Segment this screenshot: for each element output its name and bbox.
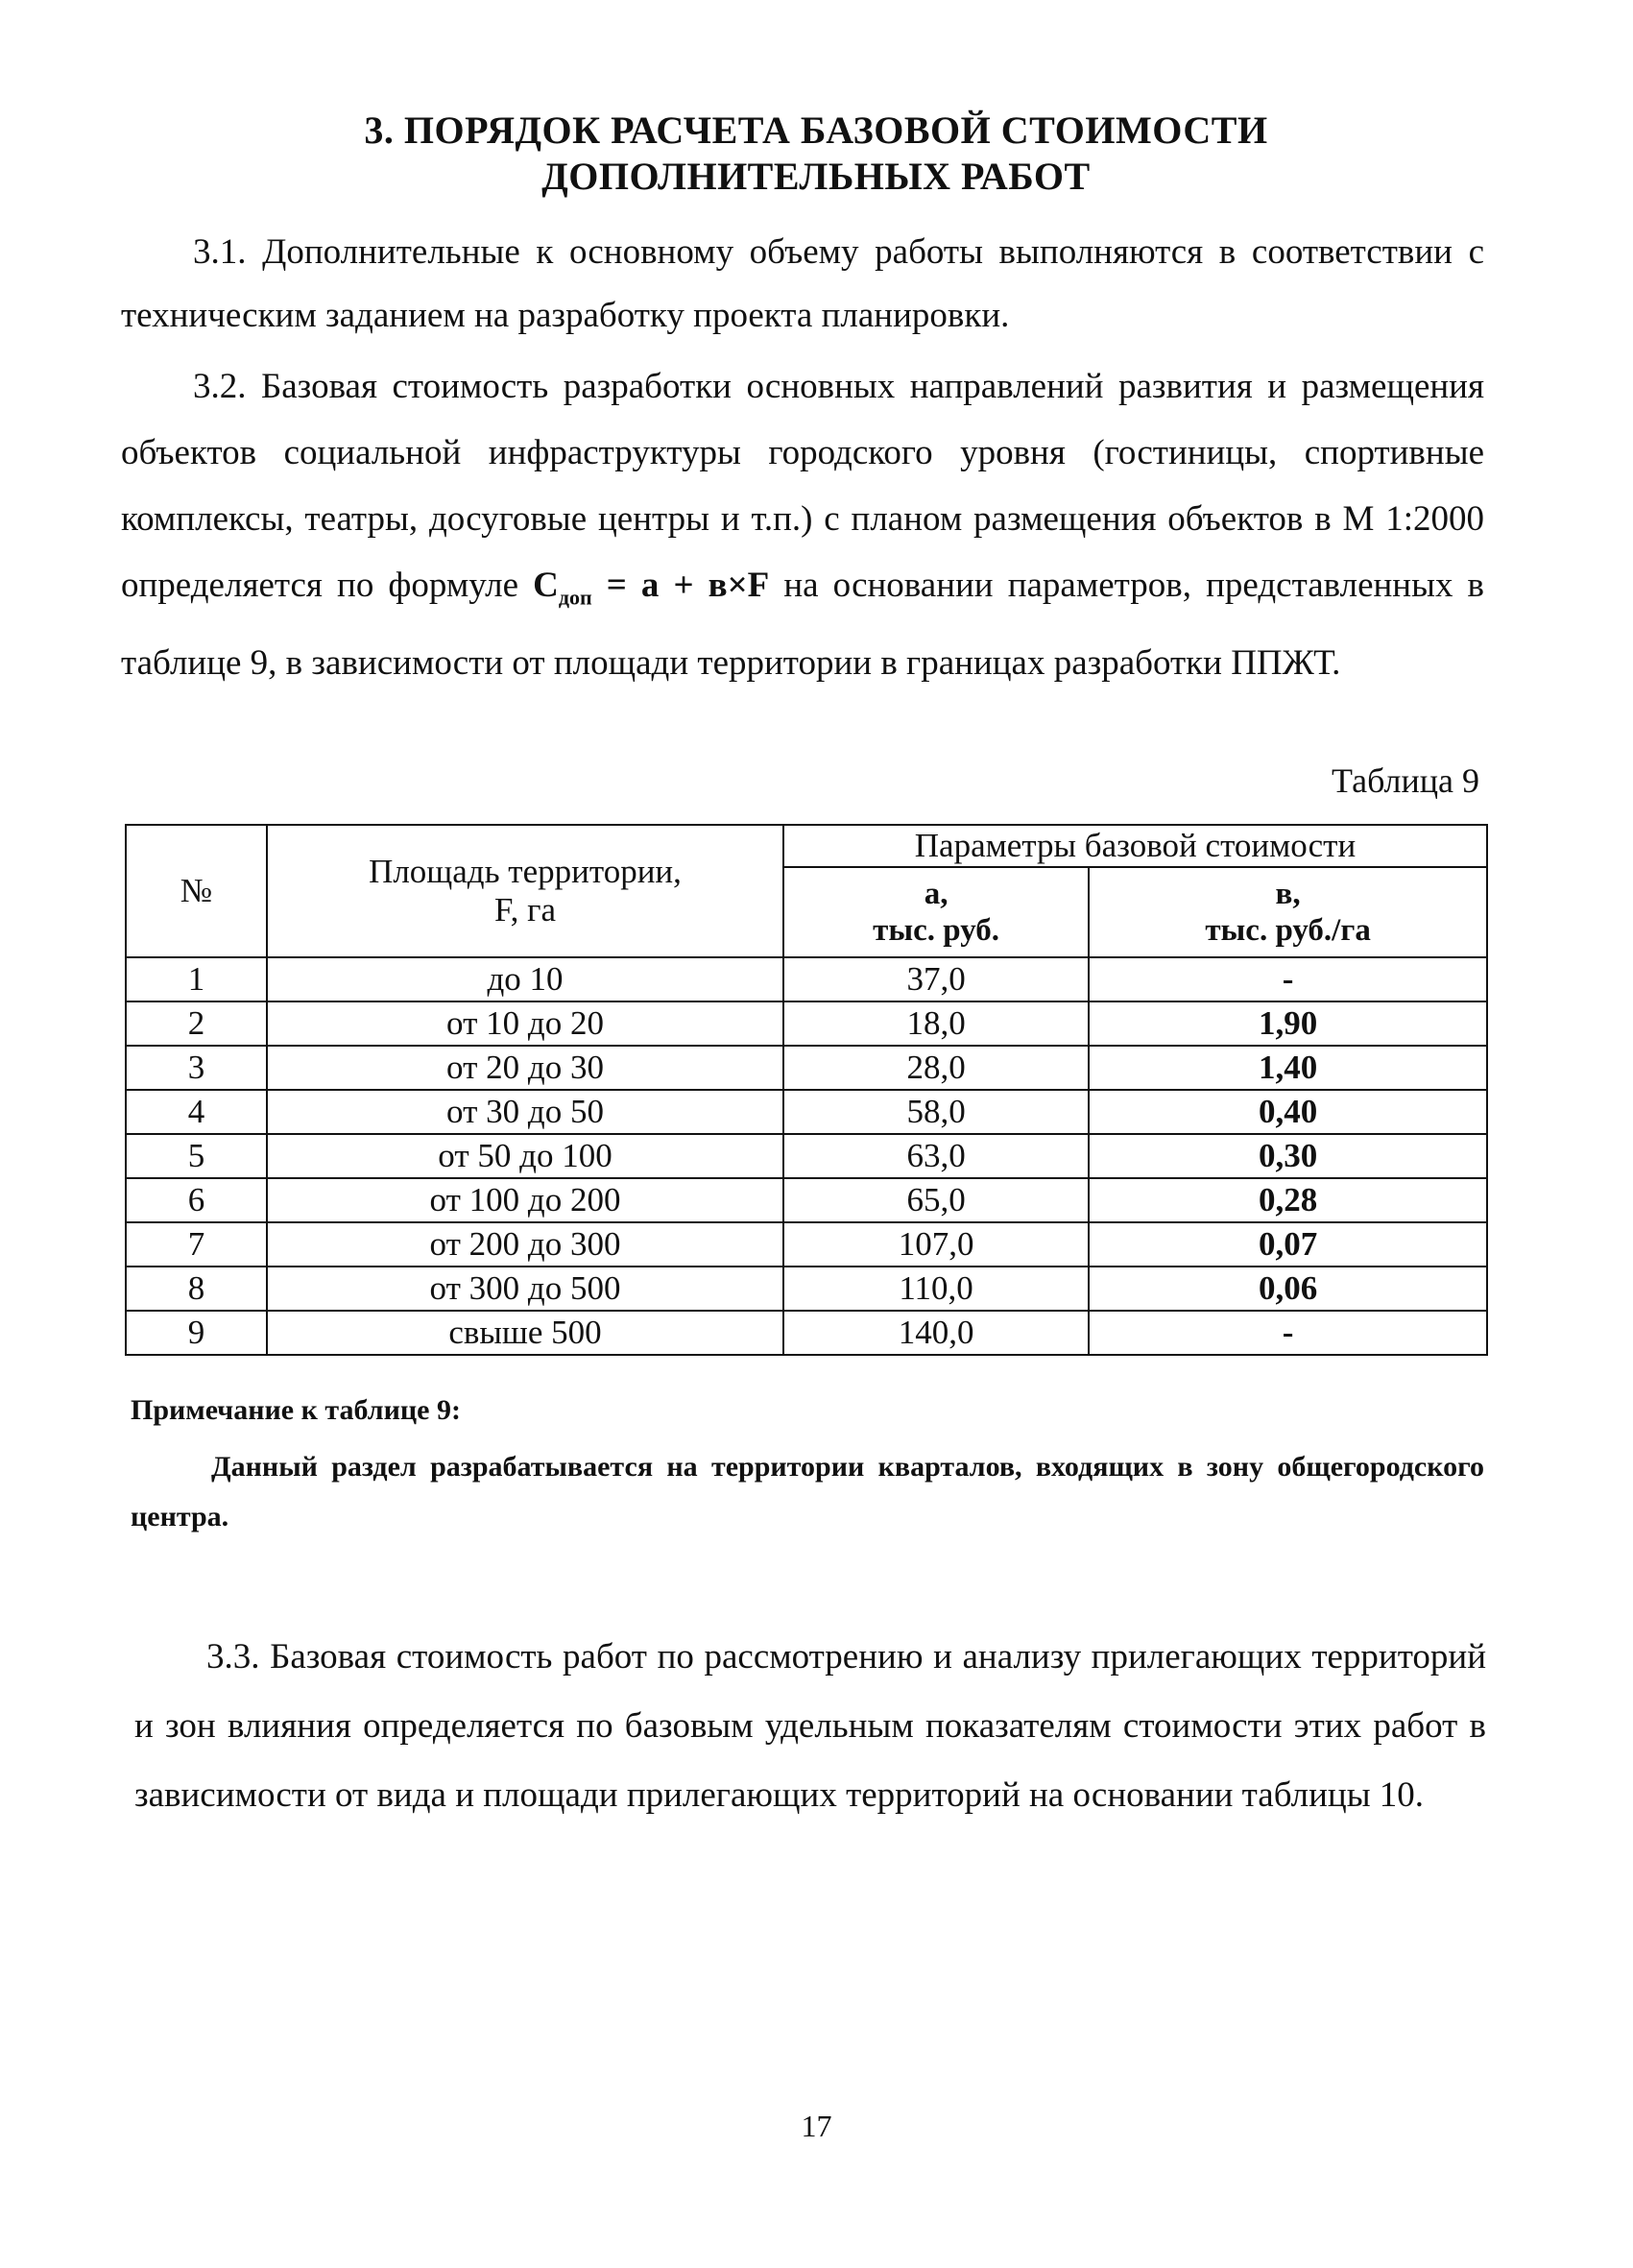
row-b: - — [1089, 957, 1487, 1001]
row-area: от 100 до 200 — [267, 1178, 783, 1222]
table-row — [126, 1090, 1487, 1134]
table-row — [126, 1046, 1487, 1090]
table-row — [126, 1178, 1487, 1222]
row-area: свыше 500 — [267, 1311, 783, 1355]
table-row — [126, 1222, 1487, 1267]
row-b: 1,40 — [1089, 1046, 1487, 1090]
row-number: 9 — [126, 1311, 267, 1355]
paragraph-3-2-text-start: 3.2. Базовая стоимость разработки основных направлений развития и размещения объектов социальной инфраструктуры городского уровня (гостиницы, спортивные комплексы, театры, досуговые центры и т.п.) с планом размещения объектов в М 1:2000 определяется по формуле — [121, 367, 1484, 605]
formula-expression: = а + в×F — [591, 566, 770, 605]
paragraph-3-2-text-end: на основании параметров, представленных в таблице 9, в зависимости от площади территории в границах разработки ППЖТ. — [121, 566, 1484, 684]
row-a: 28,0 — [783, 1046, 1089, 1090]
header-number: № — [126, 825, 267, 957]
row-b: 1,90 — [1089, 1001, 1487, 1046]
row-area: от 10 до 20 — [267, 1001, 783, 1046]
row-number: 3 — [126, 1046, 267, 1090]
row-b: 0,28 — [1089, 1178, 1487, 1222]
table-row — [126, 1311, 1487, 1355]
row-b: 0,40 — [1089, 1090, 1487, 1134]
page-number: 17 — [801, 2109, 832, 2143]
formula-subscript: доп — [558, 585, 592, 610]
row-number: 6 — [126, 1178, 267, 1222]
table-row — [126, 957, 1487, 1001]
row-a: 63,0 — [783, 1134, 1089, 1178]
row-number: 4 — [126, 1090, 267, 1134]
row-b: - — [1089, 1311, 1487, 1355]
row-area: от 50 до 100 — [267, 1134, 783, 1178]
header-a — [783, 867, 1089, 957]
header-a-line-1: а, — [924, 877, 949, 911]
table-note-text: Данный раздел разрабатывается на территории кварталов, входящих в зону общегородского центра. — [131, 1451, 1484, 1532]
paragraph-3-1: 3.1. Дополнительные к основному объему работы выполняются в соответствии с техническим заданием на разработку проекта планировки. — [121, 232, 1484, 335]
row-b: 0,30 — [1089, 1134, 1487, 1178]
header-area-line-2: F, га — [493, 891, 557, 929]
table-note-title: Примечание к таблице 9: — [131, 1394, 461, 1426]
header-a-line-2: тыс. руб. — [873, 913, 1000, 948]
row-a: 110,0 — [783, 1267, 1089, 1311]
row-a: 107,0 — [783, 1222, 1089, 1267]
row-a: 65,0 — [783, 1178, 1089, 1222]
table-row — [126, 1267, 1487, 1311]
paragraph-3-3: 3.3. Базовая стоимость работ по рассмотрению и анализу прилегающих территорий и зон влияния определяется по базовым удельным показателям стоимости этих работ в зависимости от вида и площади прилегающих территорий на основании таблицы 10. — [134, 1637, 1486, 1815]
row-a: 37,0 — [783, 957, 1089, 1001]
row-number: 7 — [126, 1222, 267, 1267]
row-a: 140,0 — [783, 1311, 1089, 1355]
header-b-line-1: в, — [1275, 877, 1301, 911]
section-heading-line-1: 3. ПОРЯДОК РАСЧЕТА БАЗОВОЙ СТОИМОСТИ — [364, 109, 1268, 152]
header-b-line-2: тыс. руб./га — [1205, 913, 1371, 948]
row-b: 0,06 — [1089, 1267, 1487, 1311]
table-row — [126, 1001, 1487, 1046]
table-header-row — [126, 825, 1487, 867]
row-b: 0,07 — [1089, 1222, 1487, 1267]
row-number: 8 — [126, 1267, 267, 1311]
table-row — [126, 1134, 1487, 1178]
section-heading-line-2: ДОПОЛНИТЕЛЬНЫХ РАБОТ — [541, 155, 1091, 198]
section-heading — [192, 108, 1440, 200]
header-area — [267, 825, 783, 957]
header-b — [1089, 867, 1487, 957]
header-area-line-1: Площадь территории, — [369, 853, 682, 890]
table-label: Таблица 9 — [1332, 761, 1479, 800]
row-area: до 10 — [267, 957, 783, 1001]
paragraph-3-2 — [121, 353, 1484, 696]
header-parameters: Параметры базовой стоимости — [783, 825, 1487, 867]
formula — [533, 566, 770, 610]
row-a: 58,0 — [783, 1090, 1089, 1134]
row-a: 18,0 — [783, 1001, 1089, 1046]
row-area: от 30 до 50 — [267, 1090, 783, 1134]
row-area: от 300 до 500 — [267, 1267, 783, 1311]
formula-symbol: С — [533, 566, 559, 605]
base-cost-table — [125, 824, 1488, 1356]
row-number: 5 — [126, 1134, 267, 1178]
row-area: от 20 до 30 — [267, 1046, 783, 1090]
row-number: 2 — [126, 1001, 267, 1046]
row-area: от 200 до 300 — [267, 1222, 783, 1267]
row-number: 1 — [126, 957, 267, 1001]
